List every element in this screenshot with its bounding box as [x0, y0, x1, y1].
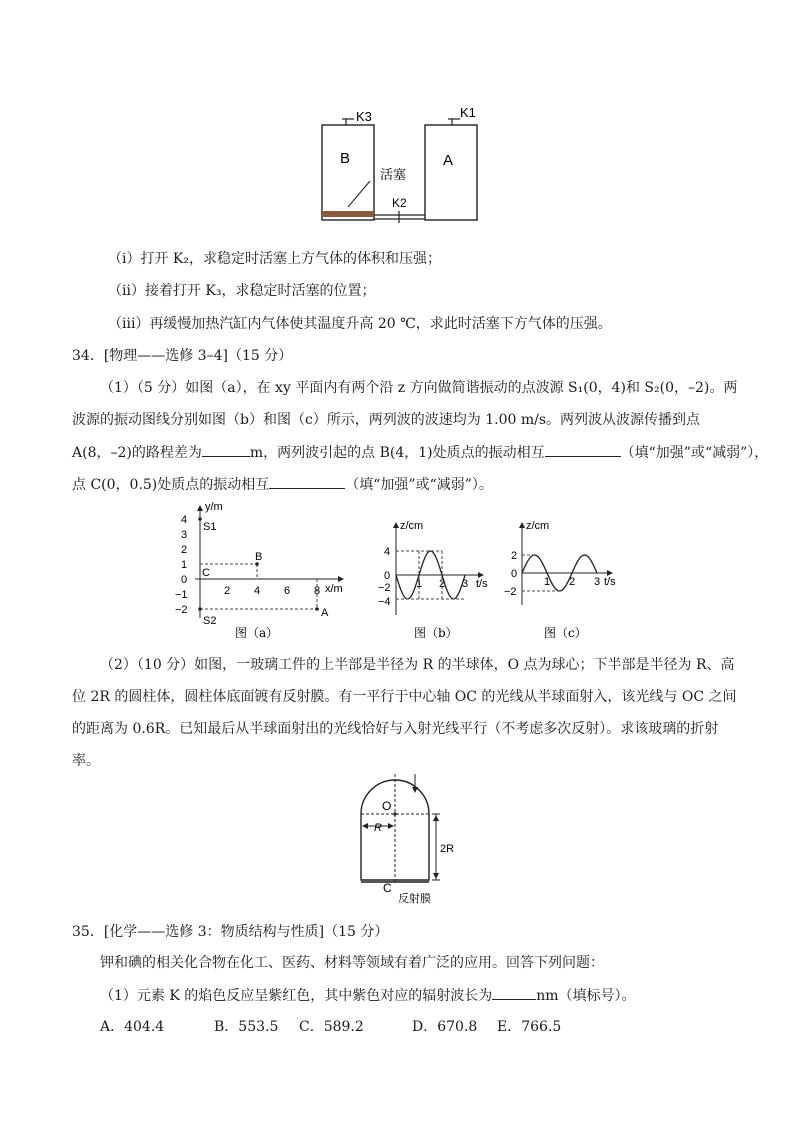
- fig-a-xtick: 4: [254, 585, 261, 597]
- fig-a-xlabel: x/m: [325, 583, 343, 595]
- q34-p1-line4-b: （填“加强”或“减弱”）。: [345, 477, 493, 493]
- fig-b-xtick: 2: [439, 578, 446, 590]
- piston-shape: [322, 211, 374, 217]
- q34-p1-line3-c: （填“加强”或“减弱”），: [620, 445, 769, 461]
- piston-label: 活塞: [380, 168, 407, 183]
- answer-blank-3[interactable]: [269, 474, 345, 489]
- q34-p1-line3: [72, 442, 768, 463]
- fig-a-xtick: 6: [284, 585, 291, 597]
- fig-a-ytick: 3: [181, 529, 188, 541]
- answer-blank-1[interactable]: [202, 442, 250, 457]
- q35-q1-a: （1）元素 K 的焰色反应呈紫红色，其中紫色对应的辐射波长为: [100, 988, 493, 1004]
- q34-p1-line3-a: A(8，–2)的路程差为: [72, 445, 202, 461]
- k1-label: K1: [460, 105, 476, 120]
- q34-p1-line1: （1）（5 分）如图（a），在 xy 平面内有两个沿 z 方向做简谐振动的点波源 S₁(0，4)和 S₂(0，–2)。两: [100, 380, 738, 396]
- film-label: 反射膜: [398, 892, 431, 905]
- fig-b-caption: 图（b）: [414, 626, 458, 640]
- fig-a-ytick: 2: [181, 544, 188, 556]
- q34-p2-line1: （2）（10 分）如图，一玻璃工件的上半部是半径为 R 的半球体，O 点为球心；下半部是半径为 R、高: [100, 657, 735, 673]
- k2-label: K2: [392, 196, 407, 210]
- fig-a-ylabel: y/m: [205, 501, 223, 513]
- fig-b-xlabel: t/s: [476, 578, 488, 590]
- fig-a-ytick: 1: [181, 559, 188, 571]
- fig-a-ytick: 4: [181, 514, 188, 526]
- option-c[interactable]: C．589.2: [299, 1019, 364, 1035]
- k3-label: K3: [356, 109, 372, 124]
- q34-header: 34．[物理——选修 3–4]（15 分）: [72, 348, 293, 364]
- glass-2r-label: 2R: [440, 843, 455, 855]
- fig-a-ytick: 0: [181, 574, 188, 586]
- fig-a-caption: 图（a）: [235, 626, 279, 640]
- option-b[interactable]: B．553.5: [214, 1019, 279, 1035]
- q34-p2-line2: 位 2R 的圆柱体，圆柱体底面镀有反射膜。有一平行于中心轴 OC 的光线从半球面射入，该光线与 OC 之间: [72, 689, 737, 705]
- fig-b-ytick: −2: [378, 582, 391, 594]
- fig-a-xtick: 8: [314, 585, 321, 597]
- fig-c-xtick: 2: [569, 576, 576, 588]
- q34-p1-line4-a: 点 C(0，0.5)处质点的振动相互: [72, 477, 270, 493]
- fig-b-ylabel: z/cm: [400, 520, 424, 532]
- fig-c-ytick: 0: [511, 568, 518, 580]
- figure-b: [368, 515, 498, 640]
- option-d[interactable]: D．670.8: [412, 1019, 478, 1035]
- fig-c-xtick: 3: [594, 576, 601, 588]
- answer-blank-4[interactable]: [492, 985, 536, 1000]
- fig-b-ytick: 0: [384, 570, 391, 582]
- glass-figure: [340, 770, 460, 910]
- fig-b-xtick: 1: [416, 578, 423, 590]
- q34-p1-line2: 波源的振动图线分别如图（b）和图（c）所示，两列波的波速均为 1.00 m/s。两列波从波源传播到点: [72, 412, 701, 428]
- answer-blank-2[interactable]: [545, 442, 621, 457]
- fig-c-xtick: 1: [544, 576, 551, 588]
- fig-a-ytick: −2: [175, 604, 188, 616]
- q33-ii: （ii）接着打开 K₃，求稳定时活塞的位置；: [108, 283, 376, 299]
- figure-a: [175, 500, 360, 640]
- q34-p1-line4: [72, 474, 493, 495]
- fig-b-xtick: 3: [462, 578, 469, 590]
- q34-p2-line4: 率。: [72, 753, 100, 769]
- q34-p1-line3-b: m，两列波引起的点 B(4，1)处质点的振动相互: [249, 445, 545, 461]
- fig-c-ytick: 2: [511, 550, 518, 562]
- cylinder-figure: [300, 95, 500, 230]
- option-e[interactable]: E．766.5: [497, 1019, 562, 1035]
- point-s2-label: S2: [203, 615, 217, 627]
- point-c-label: C: [202, 567, 210, 579]
- fig-b-ytick: −4: [378, 596, 391, 608]
- figure-c: [500, 515, 630, 640]
- option-a[interactable]: A．404.4: [100, 1019, 165, 1035]
- q35-header: 35．[化学——选修 3：物质结构与性质]（15 分）: [72, 924, 389, 940]
- point-a-label: A: [321, 607, 329, 619]
- fig-a-ytick: −1: [175, 589, 188, 601]
- b-label: B: [340, 150, 351, 167]
- fig-c-ylabel: z/cm: [526, 520, 550, 532]
- q33-iii: （iii）再缓慢加热汽缸内气体使其温度升高 20 ℃，求此时活塞下方气体的压强。: [108, 316, 612, 332]
- q35-intro: 钾和碘的相关化合物在化工、医药、材料等领域有着广泛的应用。回答下列问题：: [100, 955, 604, 971]
- fig-c-xlabel: t/s: [604, 576, 616, 588]
- fig-a-xtick: 2: [224, 585, 231, 597]
- a-label: A: [443, 152, 454, 169]
- point-b-label: B: [255, 551, 263, 563]
- q35-q1: [100, 985, 636, 1006]
- point-s1-label: S1: [203, 521, 217, 533]
- fig-c-ytick: −2: [504, 586, 517, 598]
- glass-o-label: O: [382, 799, 392, 813]
- glass-r-label: R: [374, 822, 382, 834]
- q35-q1-b: nm（填标号）。: [536, 988, 636, 1004]
- fig-c-caption: 图（c）: [544, 626, 587, 640]
- q33-i: （i）打开 K₂，求稳定时活塞上方气体的体积和压强；: [108, 251, 441, 267]
- fig-b-ytick: 4: [384, 546, 391, 558]
- glass-c-label: C: [383, 881, 392, 895]
- q34-p2-line3: 的距离为 0.6R。已知最后从半球面射出的光线恰好与入射光线平行（不考虑多次反射）。求该玻璃的折射: [72, 721, 719, 737]
